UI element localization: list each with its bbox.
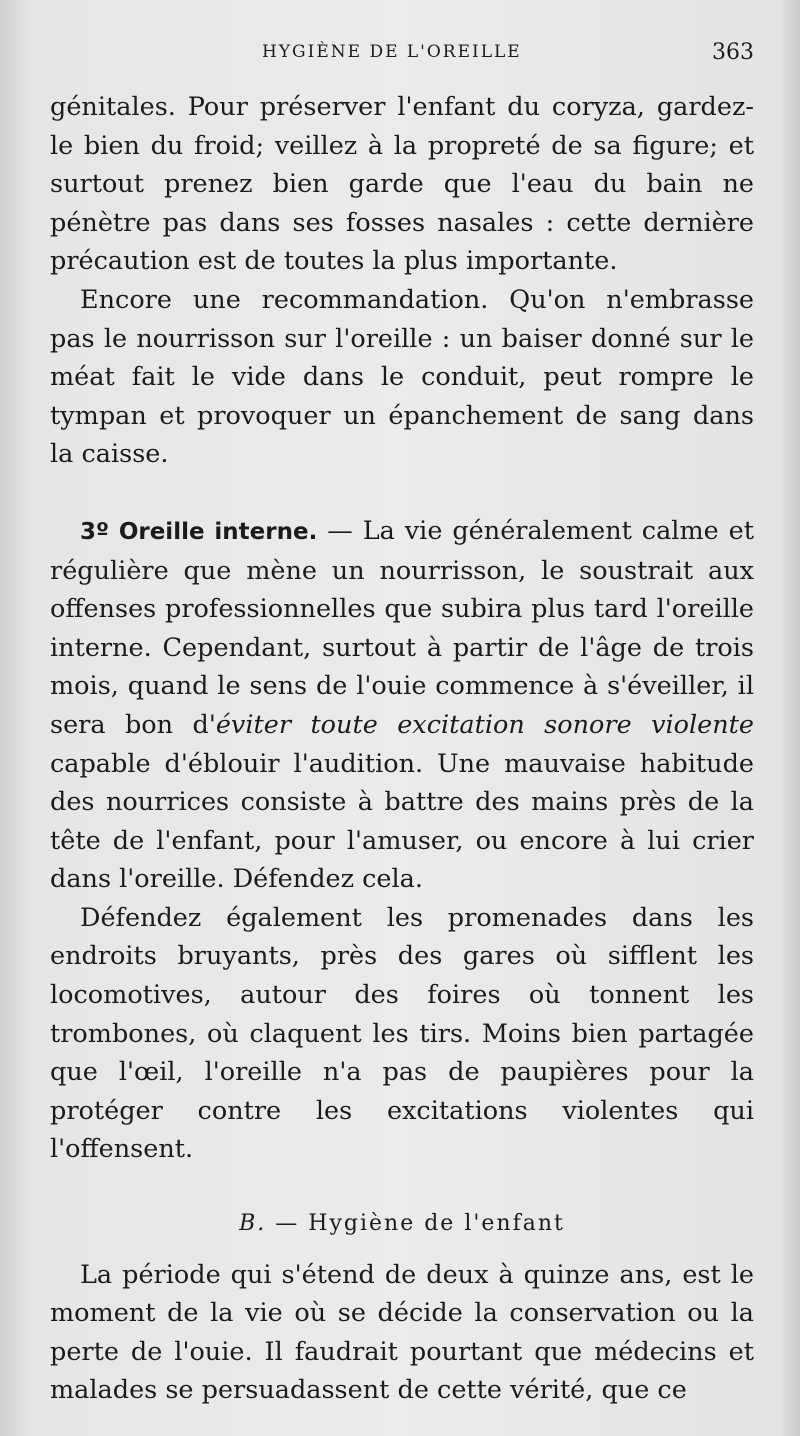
paragraph-coryza: génitales. Pour préserver l'enfant du coryza, gardez-le bien du froid; veillez à la propreté de sa figure; et surtout prenez bien garde que l'eau du bain ne pénètre pas dans ses fosses nasales : cette dernière précaution est de toutes la plus importante. xyxy=(50,92,754,277)
paragraph-text: — La vie généralement calme et régulière que mène un nourrisson, le soustrait aux offenses professionnelles que subira plus tard l'oreille interne. Cependant, surtout à partir de l'âge de trois mois, quand le sens de l'ouie commence à s'éveiller, il sera bon d' xyxy=(50,515,754,740)
paragraph-promenades: Défendez également les promenades dans les endroits bruyants, près des gares où sifflent les locomotives, autour des foires où tonnent les trombones, où claquent les tirs. Moins bien partagée que l'œil, l'oreille n'a pas de paupières pour la protéger contre les excitations violentes qui l'offensent. xyxy=(50,902,754,1165)
page-header xyxy=(0,38,800,78)
subsection-heading: 3º Oreille interne. xyxy=(80,518,318,545)
section-heading-b xyxy=(50,1205,754,1244)
paragraph-recommandation: Encore une recommandation. Qu'on n'embrasse pas le nourrisson sur l'oreille : un baiser donné sur le méat fait le vide dans le conduit, peut rompre le tympan et provoquer un épanchement de sang dans la caisse. xyxy=(50,284,754,470)
section-letter: B. xyxy=(239,1211,267,1237)
paragraph-periode: La période qui s'étend de deux à quinze ans, est le moment de la vie où se décide la conservation ou la perte de l'ouie. Il faudrait pourtant que médecins et malades se persuadassent de cette vérité, que ce xyxy=(50,1259,754,1406)
paragraph-text: capable d'éblouir l'audition. Une mauvaise habitude des nourrices consiste à battre des mains près de la tête de l'enfant, pour l'amuser, ou encore à lui crier dans l'oreille. Défendez cela. xyxy=(50,748,754,895)
italic-emphasis: éviter toute excitation sonore violente xyxy=(215,709,755,740)
body-text xyxy=(50,88,754,1410)
page-number: 363 xyxy=(712,40,754,65)
running-title: HYGIÈNE DE L'OREILLE xyxy=(262,42,522,62)
paragraph-oreille-interne xyxy=(50,512,754,899)
section-title: — Hygiène de l'enfant xyxy=(266,1211,565,1237)
